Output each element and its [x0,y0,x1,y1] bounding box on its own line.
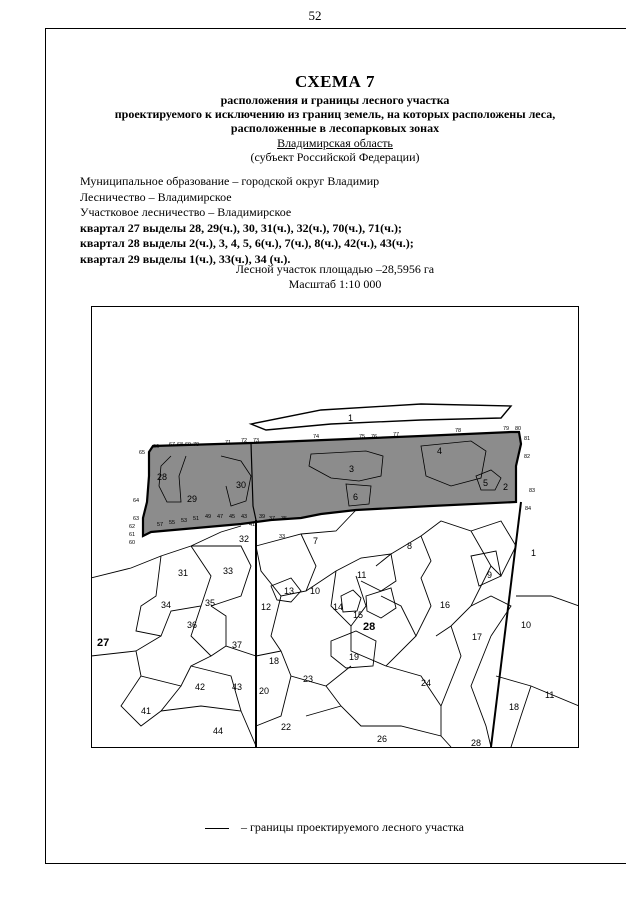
boundary-point-label: 71 [225,440,232,446]
boundary-point-label: 63 [133,516,140,522]
map-label: 8 [407,541,413,551]
map-label: 33 [223,566,234,576]
map-label: 24 [421,678,432,688]
map-label: 42 [195,682,206,692]
info-block [80,174,620,267]
boundary-point-label: 39 [259,514,266,520]
boundary-point-label: 74 [313,434,320,440]
boundary-point-label: 66 [153,444,160,450]
boundary-point-label: 41 [249,522,256,528]
boundary-point-label: 80 [515,426,522,432]
boundary-point-label: 67 [169,442,176,448]
boundary-point-label: 62 [129,524,136,530]
map-label: 10 [310,586,321,596]
scheme-title: СХЕМА 7 [294,72,376,91]
map-label: 34 [161,600,172,610]
boundary-point-label: 77 [393,432,400,438]
map-label: 35 [205,598,216,608]
map-label: 16 [440,600,451,610]
boundary-point-label: 37 [269,516,276,522]
boundary-point-label: 69 [185,442,192,448]
boundary-point-label: 57 [157,522,164,528]
quarter-28-line: квартал 28 выделы 2(ч.), 3, 4, 5, 6(ч.), 7(ч.), 8(ч.), 42(ч.), 43(ч.); [80,236,414,250]
boundary-point-label: 84 [525,506,532,512]
boundary-point-label: 61 [129,532,136,538]
boundary-point-label: 78 [455,428,462,434]
boundary-point-label: 82 [524,454,531,460]
legend-text: – границы проектируемого лесного участка [241,820,464,834]
subject-caption: (субъект Российской Федерации) [250,150,420,164]
boundary-point-label: 75 [359,434,366,440]
area-scale-block [45,262,625,292]
area-text: Лесной участок площадью –28,5956 га [235,262,435,276]
map-label: 11 [357,570,367,580]
boundary-point-label: 76 [371,434,378,440]
boundary-point-label: 64 [133,498,140,504]
map-label: 31 [178,568,189,578]
subtitle-line: расположения и границы лесного участка [220,93,450,107]
map-label: 10 [521,620,532,630]
boundary-point-label: 81 [524,436,531,442]
scheme-subtitle [45,93,625,135]
map-label: 6 [353,492,359,502]
map-label: 1 [348,413,354,423]
boundary-point-label: 35 [281,516,288,522]
map-label: 22 [281,722,292,732]
forestry-line: Лесничество – Владимирское [80,189,232,204]
map-label: 37 [232,640,243,650]
map-label: 29 [187,494,198,504]
subtitle-line: проектируемого к исключению из границ земель, на которых расположены леса, [114,107,556,121]
boundary-point-label: 79 [503,426,510,432]
legend-line-symbol [205,828,229,829]
boundary-point-label: 73 [253,438,260,444]
map-label: 20 [259,686,270,696]
map-label: 18 [509,702,520,712]
legend [205,820,464,835]
boundary-point-label: 65 [139,450,146,456]
boundary-point-label: 43 [241,514,248,520]
district-forestry-line: Участковое лесничество – Владимирское [80,205,292,219]
map-label: 43 [232,682,243,692]
boundary-point-label: 68 [177,442,184,448]
boundary-point-label: 60 [129,540,136,546]
map-label: 4 [437,446,443,456]
forest-plan-map [91,306,579,748]
map-label: 15 [353,610,364,620]
map-label: 28 [471,738,482,748]
map-label: 28 [157,472,168,482]
page-number: 52 [308,8,322,23]
quarter-label: 27 [97,637,110,649]
boundary-point-label: 55 [169,520,176,526]
boundary-point-label: 49 [205,514,212,520]
map-label: 2 [503,482,509,492]
quarter-label: 28 [363,621,376,633]
map-label: 9 [487,570,493,580]
boundary-point-label: 51 [193,516,200,522]
subtitle-line: расположенные в лесопарковых зонах [230,121,440,135]
map-label: 18 [269,656,280,666]
municipality-line: Муниципальное образование – городской округ Владимир [80,174,380,188]
boundary-point-label: 47 [217,514,224,520]
map-label: 44 [213,726,224,736]
boundary-point-label: 70 [193,442,200,448]
map-label: 30 [236,480,247,490]
map-label: 13 [284,586,295,596]
oblast-name: Владимирская область [277,136,393,150]
map-label: 3 [349,464,355,474]
map-label: 14 [333,602,344,612]
boundary-point-label: 72 [241,438,248,444]
boundary-point-label: 53 [181,518,188,524]
boundary-point-label: 83 [529,488,536,494]
boundary-point-label: 45 [229,514,236,520]
map-label: 5 [483,478,489,488]
map-label: 19 [349,652,360,662]
map-label: 41 [141,706,152,716]
map-label: 11 [545,690,555,700]
map-label: 26 [377,734,388,744]
region-block [45,136,625,164]
boundary-point-label: 33 [279,534,286,540]
map-label: 23 [303,674,314,684]
map-label: 1 [531,548,537,558]
map-label: 36 [187,620,198,630]
map-label: 32 [239,534,250,544]
map-label: 12 [261,602,272,612]
scale-text: Масштаб 1:10 000 [288,277,382,291]
map-label: 7 [313,536,319,546]
quarter-29-line: квартал 29 выделы 1(ч.), 33(ч.), 34 (ч.). [80,251,291,266]
map-label: 17 [472,632,483,642]
quarter-27-line: квартал 27 выделы 28, 29(ч.), 30, 31(ч.), 32(ч.), 70(ч.), 71(ч.); [80,220,402,235]
